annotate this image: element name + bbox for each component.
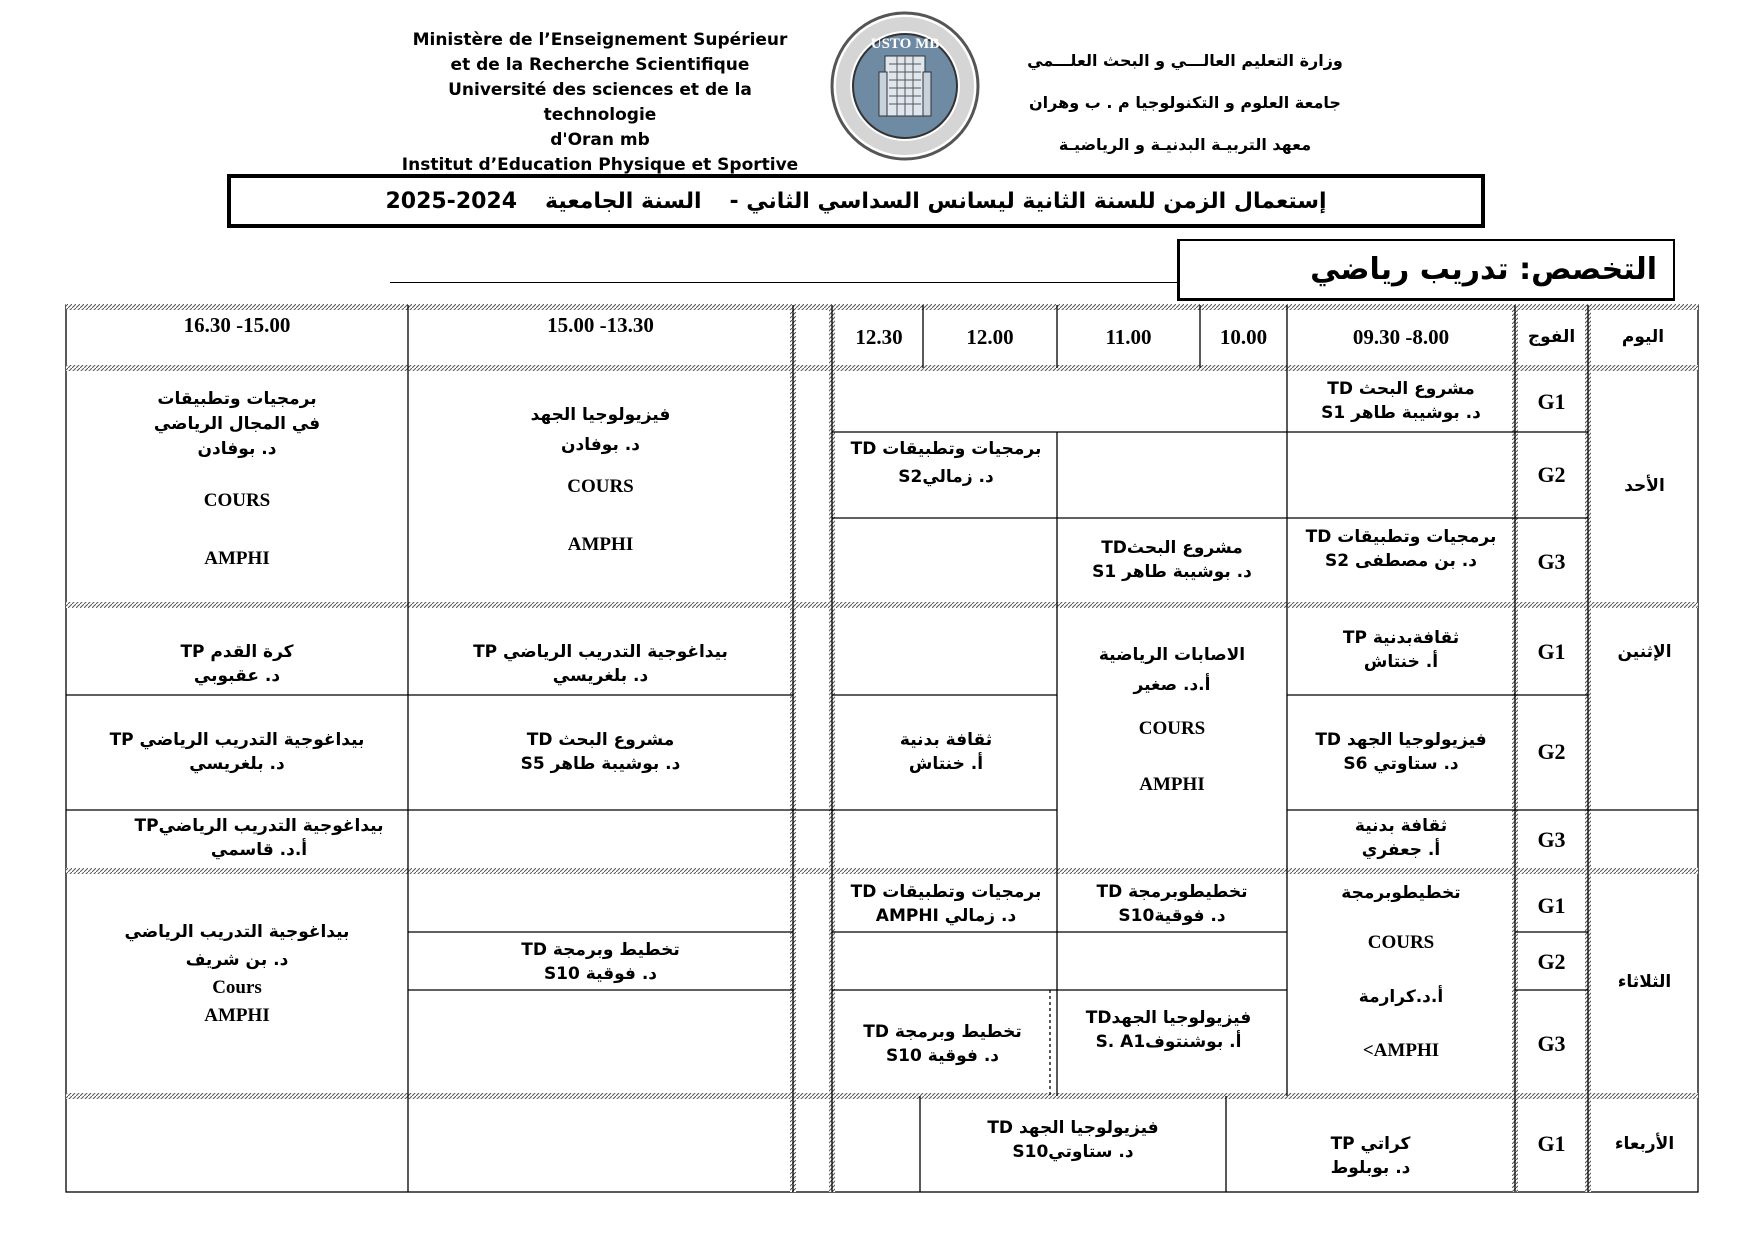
header-1500: 16.30 -15.00 [183, 313, 291, 337]
header-1000: 10.00 [1219, 325, 1268, 349]
ministry-ar: وزارة التعليم العالـــي و البحث العلـــمي [1027, 51, 1343, 70]
day-wednesday: الأربعاء [1614, 1134, 1675, 1154]
institute-fr: Institut d’Education Physique et Sportive [401, 155, 799, 175]
cell-mon-g3-0800: ثقافة بدنية أ. جعفري [1354, 816, 1448, 860]
title-main: إستعمال الزمن للسنة الثانية ليسانس السداسي الثاني - [729, 188, 1327, 214]
cell-wed-g1-0800: كراتي TP د. بوبلوط [1330, 1134, 1411, 1178]
ministry-fr: Ministère de l’Enseignement Supérieur [412, 30, 788, 50]
cell-tue-g1-1230: برمجيات وتطبيقات TD د. زمالي AMPHI [850, 882, 1042, 926]
header-0800: 09.30 -8.00 [1352, 325, 1450, 349]
cell-mon-g1-1330: بيداغوجية التدريب الرياضي TP د. بلغريسي [473, 642, 728, 686]
cell-tue-g3-1230: تخطيط وبرمجة TD د. فوقية S10 [863, 1022, 1022, 1066]
cell-sun-1500: برمجيات وتطبيقات في المجال الرياضي د. بوفادن COURS AMPHI [153, 389, 321, 569]
cell-sun-g1-0800: مشروع البحث TD د. بوشيبة طاهر S1 [1321, 379, 1481, 423]
header-1200: 12.00 [966, 325, 1014, 349]
specialty-label: التخصص: تدريب رياضي [1310, 252, 1657, 287]
title-year-label: السنة الجامعية [545, 188, 702, 214]
cell-tue-g1-1100: تخطيطوبرمجة TD د. فوقيةS10 [1096, 882, 1248, 926]
ministry-fr-2: et de la Recherche Scientifique [450, 55, 750, 75]
university-fr: Université des sciences et de la technologie [448, 80, 752, 125]
day-sunday: الأحد [1624, 476, 1665, 496]
header-group: الفوج [1527, 327, 1576, 347]
group-tue-g1: G1 [1537, 893, 1566, 918]
header-1100: 11.00 [1105, 325, 1152, 349]
header-1230: 12.30 [855, 325, 903, 349]
group-mon-g2: G2 [1537, 739, 1566, 764]
cell-mon-g2-1330: مشروع البحث TD د. بوشيبة طاهر S5 [520, 730, 681, 774]
group-tue-g2: G2 [1537, 949, 1566, 974]
group-sun-g1: G1 [1537, 389, 1566, 414]
cell-mon-g2-0800: فيزيولوجيا الجهد TD د. ستاوتي S6 [1315, 730, 1487, 774]
logo-text: USTO MB [870, 36, 940, 52]
schedule-title [227, 174, 1485, 228]
cell-tue-0800: تخطيطوبرمجة COURS أ.د.كرارمة <AMPHI [1341, 883, 1461, 1061]
cell-tue-g3-1100: فيزيولوجيا الجهدTD أ. بوشنتوفS. A1 [1085, 1008, 1252, 1052]
university-logo [829, 10, 981, 162]
university-fr-2: d'Oran mb [550, 130, 650, 150]
day-tuesday: الثلاثاء [1617, 972, 1672, 992]
day-monday: الإثنين [1617, 642, 1672, 662]
cell-mon-g1-1500: كرة القدم TP د. عقبوبي [180, 642, 294, 686]
cell-mon-g1-0800: ثقافةبدنية TP أ. خنتاش [1342, 628, 1460, 672]
group-tue-g3: G3 [1537, 1031, 1566, 1056]
cell-sun-1330: فيزيولوجيا الجهد د. بوفادن COURS AMPHI [530, 405, 671, 555]
cell-wed-g1-1100: فيزيولوجيا الجهد TD د. ستاوتيS10 [987, 1118, 1159, 1162]
specialty-underline [390, 282, 1178, 283]
header-day: اليوم [1621, 327, 1665, 347]
specialty-box [1177, 239, 1675, 301]
group-sun-g3: G3 [1537, 549, 1566, 574]
group-sun-g2: G2 [1537, 462, 1566, 487]
cell-mon-g2-1500: بيداغوجية التدريب الرياضي TP د. بلغريسي [109, 730, 365, 774]
group-mon-g1: G1 [1537, 639, 1566, 664]
cell-mon-1100: الاصابات الرياضية أ.د. صغير COURS AMPHI [1098, 645, 1246, 795]
university-ar: جامعة العلوم و التكنولوجيا م . ب وهران [1029, 93, 1341, 112]
cell-mon-g3-1500: بيداغوجية التدريب الرياضيTP أ.د. قاسمي [134, 816, 384, 860]
group-mon-g3: G3 [1537, 827, 1566, 852]
header-french [390, 28, 810, 178]
cell-mon-g2-1230: ثقافة بدنية أ. خنتاش [899, 730, 993, 774]
cell-sun-g2-1230: برمجيات وتطبيقات TD د. زماليS2 [850, 439, 1042, 487]
cell-sun-g3-0800: برمجيات وتطبيقات TD د. بن مصطفى S2 [1305, 527, 1497, 571]
cell-sun-g3-1100: مشروع البحثTD د. بوشيبة طاهر S1 [1092, 538, 1252, 582]
group-wed-g1: G1 [1537, 1131, 1566, 1156]
header-arabic [1000, 40, 1370, 166]
institute-ar: معهد التربيـة البدنيـة و الرياضيـة [1058, 135, 1312, 154]
cell-tue-g2-1330: تخطيط وبرمجة TD د. فوقية S10 [521, 940, 680, 984]
cell-tue-1500: بيداغوجية التدريب الرياضي د. بن شريف Cours AMPHI [124, 922, 350, 1026]
header-1330: 15.00 -13.30 [547, 313, 654, 337]
title-year: 2025-2024 [385, 188, 518, 214]
